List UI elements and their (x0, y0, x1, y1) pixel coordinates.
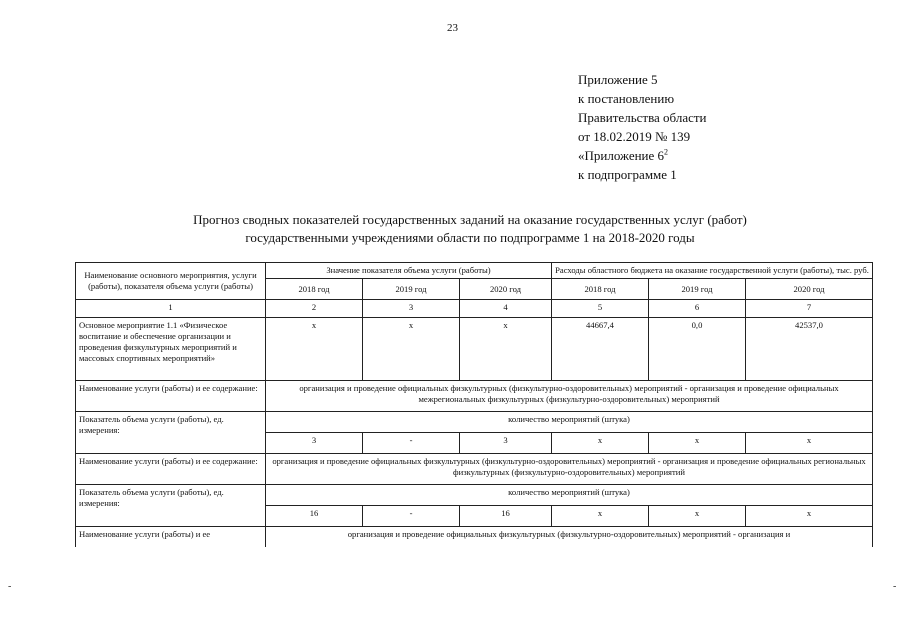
title-line: Прогноз сводных показателей государственных заданий на оказание государственных услуг (работ) (193, 212, 747, 227)
service-label-cell: Наименование услуги (работы) и ее (76, 527, 266, 548)
page-number: 23 (447, 22, 458, 34)
year-cell: 2018 год (266, 279, 363, 300)
column-number: 6 (649, 300, 746, 318)
indicator-unit-cell: количество мероприятий (штука) (266, 412, 873, 433)
value-cell: - (363, 433, 460, 454)
appendix-line-text: «Приложение 6 (578, 148, 665, 163)
column-number: 1 (76, 300, 266, 318)
header-name-cell: Наименование основного мероприятия, услуги (работы), показателя объема услуги (работы) (76, 263, 266, 300)
value-cell: х (649, 433, 746, 454)
table-row (76, 527, 873, 548)
year-cell: 2019 год (649, 279, 746, 300)
fold-mark-left: - (8, 581, 12, 592)
appendix-superscript: 2 (664, 147, 669, 157)
table-row (76, 412, 873, 433)
forecast-table (75, 262, 873, 547)
table-row (76, 485, 873, 506)
column-number: 3 (363, 300, 460, 318)
value-cell: х (649, 506, 746, 527)
value-cell: х (746, 506, 873, 527)
value-cell: х (460, 318, 552, 381)
value-cell: х (552, 506, 649, 527)
header-volume-group: Значение показателя объема услуги (работы) (266, 263, 552, 279)
appendix-line: к подпрограмме 1 (578, 167, 677, 182)
value-cell: 16 (266, 506, 363, 527)
column-number: 4 (460, 300, 552, 318)
event-name-cell: Основное мероприятие 1.1 «Физическое воспитание и обеспечение организации и проведения физкультурных мероприятий и массовых спортивных мероприятий» (76, 318, 266, 381)
title-line: государственными учреждениями области по подпрограмме 1 на 2018-2020 годы (245, 230, 695, 245)
appendix-line: от 18.02.2019 № 139 (578, 129, 691, 144)
value-cell: х (363, 318, 460, 381)
appendix-line: Правительства области (578, 110, 707, 125)
appendix-line (578, 146, 707, 165)
value-cell: 42537,0 (746, 318, 873, 381)
column-number: 5 (552, 300, 649, 318)
table-row (76, 318, 873, 381)
service-content-cell: организация и проведение официальных физкультурных (физкультурно-оздоровительных) мероприятий - организация и проведение официальных межрегиональных физкультурных (физкультурно-оздоровительных) мероприятий (266, 381, 873, 412)
value-cell: - (363, 506, 460, 527)
appendix-line: к постановлению (578, 91, 675, 106)
value-cell: 0,0 (649, 318, 746, 381)
fold-mark-right: - (893, 581, 897, 592)
year-cell: 2020 год (460, 279, 552, 300)
service-label-cell: Наименование услуги (работы) и ее содержание: (76, 454, 266, 485)
value-cell: 44667,4 (552, 318, 649, 381)
value-cell: х (552, 433, 649, 454)
value-cell: х (746, 433, 873, 454)
indicator-label-cell: Показатель объема услуги (работы), ед. измерения: (76, 485, 266, 527)
table-row (76, 381, 873, 412)
service-label-cell: Наименование услуги (работы) и ее содержание: (76, 381, 266, 412)
column-number: 2 (266, 300, 363, 318)
table-row (76, 454, 873, 485)
indicator-label-cell: Показатель объема услуги (работы), ед. измерения: (76, 412, 266, 454)
year-cell: 2020 год (746, 279, 873, 300)
service-content-cell: организация и проведение официальных физкультурных (физкультурно-оздоровительных) мероприятий - организация и (266, 527, 873, 548)
document-title (80, 211, 860, 247)
appendix-block (578, 70, 707, 184)
value-cell: х (266, 318, 363, 381)
header-expenses-group: Расходы областного бюджета на оказание государственной услуги (работы), тыс. руб. (552, 263, 873, 279)
value-cell: 3 (460, 433, 552, 454)
service-content-cell: организация и проведение официальных физкультурных (физкультурно-оздоровительных) мероприятий - организация и проведение официальных региональных физкультурных (физкультурно-оздоровительных) мероприятий (266, 454, 873, 485)
column-numbers-row (76, 300, 873, 318)
table-header-row (76, 263, 873, 279)
year-cell: 2019 год (363, 279, 460, 300)
value-cell: 16 (460, 506, 552, 527)
appendix-line: Приложение 5 (578, 72, 658, 87)
year-cell: 2018 год (552, 279, 649, 300)
value-cell: 3 (266, 433, 363, 454)
indicator-unit-cell: количество мероприятий (штука) (266, 485, 873, 506)
column-number: 7 (746, 300, 873, 318)
